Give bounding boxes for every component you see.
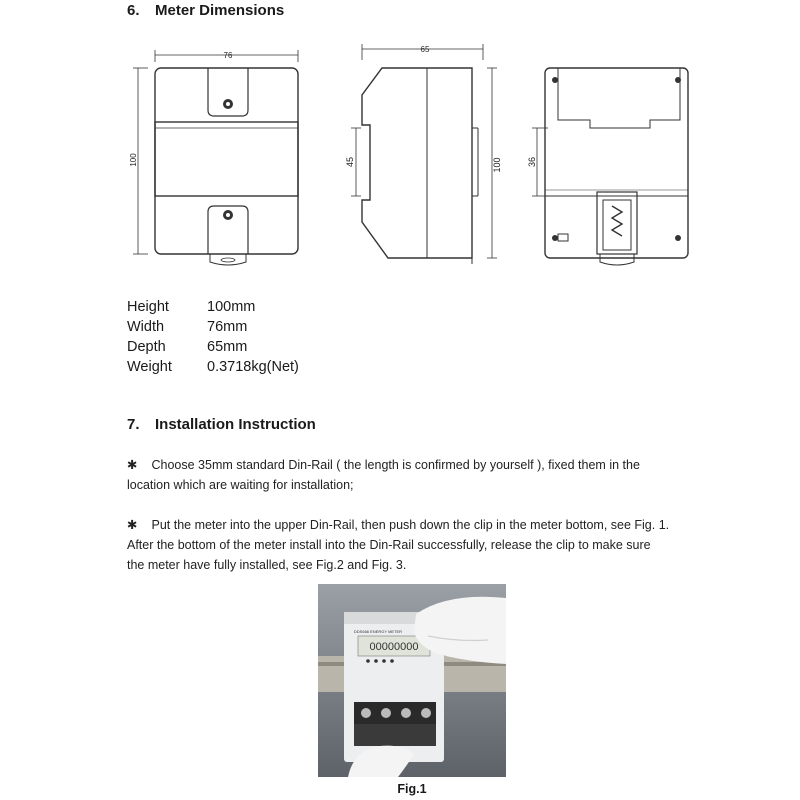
dimension-drawings bbox=[0, 0, 800, 280]
section-6-heading: 6. Meter Dimensions bbox=[127, 2, 285, 19]
installation-photo bbox=[318, 584, 506, 777]
front-height-label: 100 bbox=[129, 153, 138, 167]
install-step-1: ✱ Choose 35mm standard Din-Rail ( the length is confirmed by yourself ), fixed them in the location which are waiting for installation; bbox=[127, 458, 640, 492]
dimensions-spec-list bbox=[127, 297, 299, 377]
photo-illustration bbox=[318, 584, 506, 777]
bullet-star-icon: ✱ bbox=[127, 458, 138, 472]
figure-caption: Fig.1 bbox=[397, 782, 427, 796]
spec-row-weight: Weight 0.3718kg(Net) bbox=[127, 359, 299, 375]
side-height-label: 100 bbox=[492, 157, 502, 173]
spec-row-width: Width 76mm bbox=[127, 319, 248, 335]
front-view-drawing bbox=[133, 50, 298, 265]
install-step-2: ✱ Put the meter into the upper Din-Rail, then push down the clip in the meter bottom, see Fig. 1. After the bottom of the meter install into the Din-Rail successfully, release the clip to make sure the meter have fully installed, see Fig.2 and Fig. 3. bbox=[127, 518, 670, 572]
side-view-drawing bbox=[351, 44, 497, 264]
side-depth-label: 65 bbox=[420, 45, 430, 54]
bullet-star-icon: ✱ bbox=[127, 518, 138, 532]
back-inner-label: 36 bbox=[527, 156, 537, 168]
back-corner-screw-icon bbox=[552, 77, 558, 83]
spec-row-depth: Depth 65mm bbox=[127, 339, 248, 355]
meter-model-label: DDS666 ENERGY METER bbox=[353, 629, 403, 634]
svg-text:00000000: 00000000 bbox=[369, 641, 419, 653]
section-7-heading: 7. Installation Instruction bbox=[127, 416, 316, 433]
front-width-label: 76 bbox=[223, 51, 233, 60]
side-inner-label: 45 bbox=[345, 156, 355, 168]
spec-row-height: Height 100mm bbox=[127, 299, 256, 315]
